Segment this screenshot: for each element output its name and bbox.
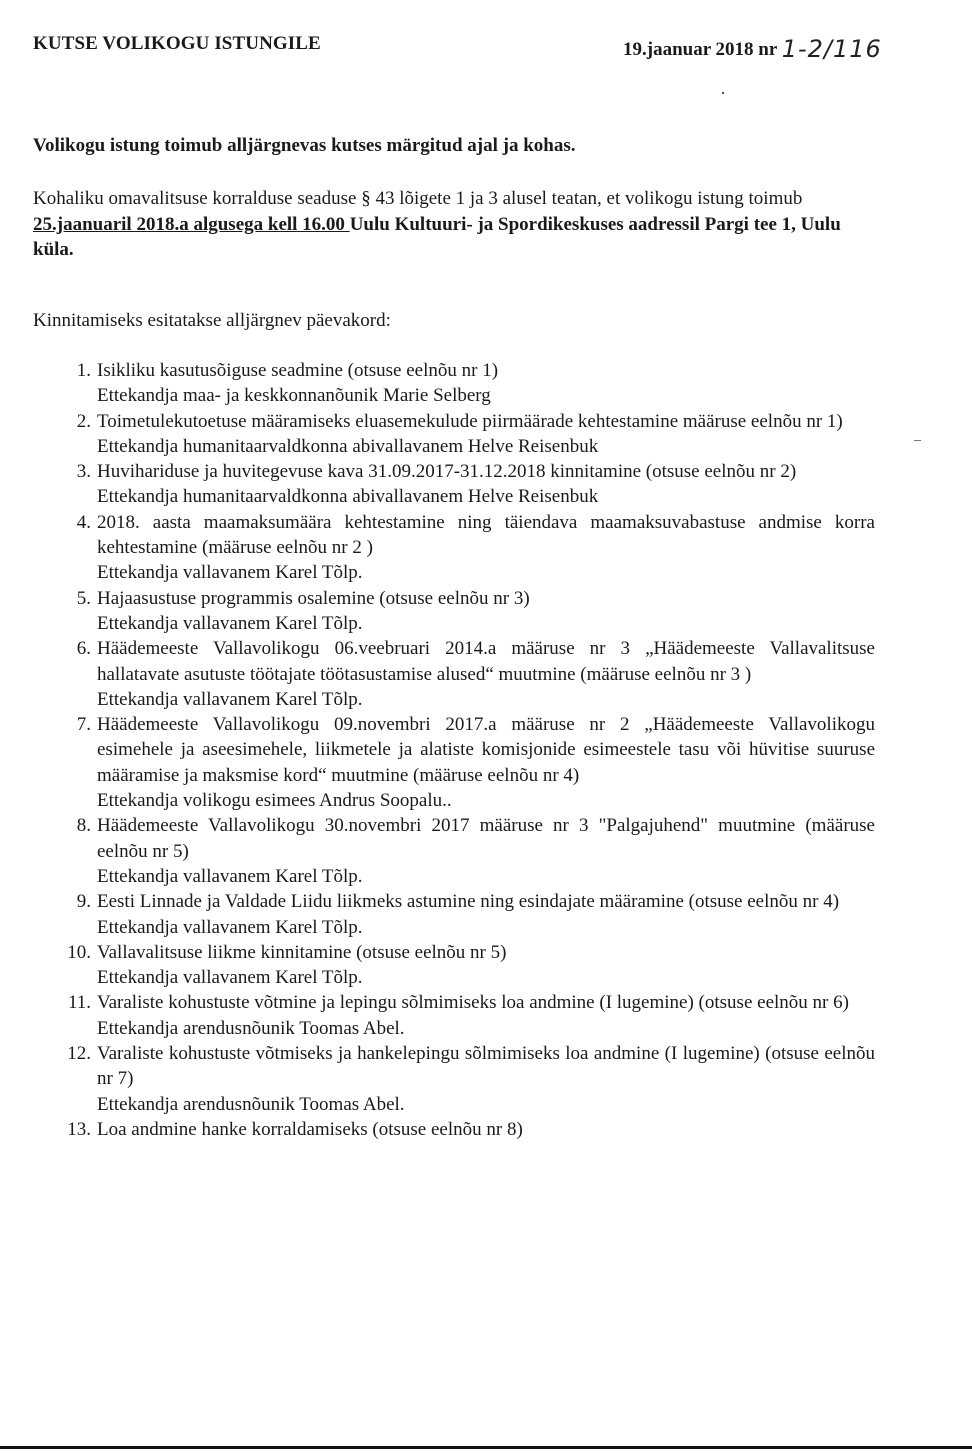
agenda-item-body — [95, 712, 875, 813]
agenda-item-body — [95, 940, 875, 991]
handwritten-reg-number: 1-2/116 — [781, 35, 882, 63]
agenda-item-number: 9. — [76, 891, 91, 913]
agenda-item-body — [95, 459, 875, 510]
agenda-item — [55, 712, 875, 813]
agenda-item-topic: Häädemeeste Vallavolikogu 09.novembri 2017.a määruse nr 2 „Häädemeeste Vallavolikogu esimehele ja aseesimehele, liikmetele ja alatiste komisjonide esimeestele tasu või hüvitise suuruse määramise ja maksmise kord“ muutmine (määruse eelnõu nr 4) — [97, 714, 875, 786]
agenda-item — [55, 1041, 875, 1117]
agenda-item-body — [95, 636, 875, 712]
agenda-item-topic: Häädemeeste Vallavolikogu 06.veebruari 2014.a määruse nr 3 „Häädemeeste Vallavalitsuse hallatavate asutuste töötajate töötasustamise alused“ muutmine (määruse eelnõu nr 3 ) — [97, 638, 875, 685]
agenda-item-presenter: Ettekandja vallavanem Karel Tõlp. — [97, 967, 363, 989]
agenda-item-topic: Varaliste kohustuste võtmiseks ja hankelepingu sõlmimiseks loa andmine (I lugemine) (otsuse eelnõu nr 7) — [97, 1043, 875, 1090]
agenda-item-presenter: Ettekandja vallavanem Karel Tõlp. — [97, 865, 363, 887]
agenda-item-body — [95, 1041, 875, 1117]
agenda-item-body — [95, 990, 875, 1041]
agenda-item-topic: Isikliku kasutusõiguse seadmine (otsuse eelnõu nr 1) — [97, 360, 499, 381]
agenda-item-topic: 2018. aasta maamaksumäära kehtestamine ning täiendava maamaksuvabastuse andmise korra kehtestamine (määruse eelnõu nr 2 ) — [97, 511, 875, 559]
agenda-item-number: 8. — [76, 815, 91, 837]
agenda-item-presenter: Ettekandja maa- ja keskkonnanõunik Marie Selberg — [97, 385, 491, 407]
agenda-item-topic: Häädemeeste Vallavolikogu 30.novembri 2017 määruse nr 3 "Palgajuhend" muutmine (määruse eelnõu nr 5) — [97, 815, 875, 862]
agenda-item-topic: Varaliste kohustuste võtmine ja lepingu sõlmimiseks loa andmine (I lugemine) (otsuse eelnõu nr 6) — [97, 992, 849, 1014]
agenda-item-presenter: Ettekandja humanitaarvaldkonna abivallavanem Helve Reisenbuk — [97, 486, 599, 508]
agenda-item — [55, 1117, 875, 1142]
notice-datetime: 25.jaanuaril 2018.a algusega kell 16.00 — [33, 213, 350, 235]
agenda-item — [55, 940, 875, 991]
agenda-item-body — [95, 1117, 875, 1142]
agenda-item-number: 1. — [76, 360, 91, 381]
agenda-item — [55, 889, 875, 940]
agenda-item-presenter: Ettekandja humanitaarvaldkonna abivallavanem Helve Reisenbuk — [97, 435, 599, 457]
document-date-number — [623, 33, 882, 61]
bottom-border — [0, 1446, 972, 1449]
agenda-item-body — [95, 409, 875, 460]
agenda-item-presenter: Ettekandja vallavanem Karel Tõlp. — [97, 916, 363, 938]
agenda-item-number: 11. — [67, 992, 91, 1014]
agenda-item — [55, 586, 875, 637]
agenda-item-presenter: Ettekandja arendusnõunik Toomas Abel. — [97, 1093, 405, 1115]
agenda-item-body — [95, 586, 875, 637]
agenda-item-topic: Loa andmine hanke korraldamiseks (otsuse eelnõu nr 8) — [97, 1118, 523, 1140]
scan-mark — [914, 440, 921, 441]
agenda-item-topic: Hajaasustuse programmis osalemine (otsuse eelnõu nr 3) — [97, 587, 530, 609]
agenda-item-number: 4. — [76, 511, 91, 533]
notice-paragraph — [33, 186, 883, 263]
agenda-item — [55, 636, 875, 712]
notice-legal-basis: Kohaliku omavalitsuse korralduse seaduse § 43 lõigete 1 ja 3 alusel teatan, et volikogu istung toimub — [33, 188, 803, 209]
agenda-item-body — [95, 889, 875, 940]
document-date: 19.jaanuar 2018 nr — [623, 39, 777, 60]
agenda-item — [55, 409, 875, 460]
agenda-item-number: 7. — [76, 714, 91, 736]
agenda-item — [55, 510, 875, 586]
agenda-item-presenter: Ettekandja arendusnõunik Toomas Abel. — [97, 1017, 405, 1039]
agenda-item-number: 12. — [67, 1043, 91, 1065]
agenda-item-presenter: Ettekandja vallavanem Karel Tõlp. — [97, 562, 363, 584]
agenda-lead: Kinnitamiseks esitatakse alljärgnev päevakord: — [33, 310, 391, 331]
agenda-item-body — [95, 510, 875, 586]
agenda-item-body — [95, 358, 875, 409]
agenda-item-topic: Toimetulekutoetuse määramiseks eluasemekulude piirmäärade kehtestamine määruse eelnõu nr 1) — [97, 410, 843, 432]
agenda-item-presenter: Ettekandja vallavanem Karel Tõlp. — [97, 688, 363, 710]
scan-speck — [722, 92, 724, 94]
agenda-item-body — [95, 813, 875, 889]
agenda-item — [55, 990, 875, 1041]
agenda-item — [55, 358, 875, 409]
agenda-list — [55, 358, 875, 1142]
agenda-item-number: 10. — [67, 941, 91, 963]
agenda-item-presenter: Ettekandja vallavanem Karel Tõlp. — [97, 612, 363, 634]
notice-location: Uulu Kultuuri- ja Spordikeskuses aadressil Pargi tee 1, Uulu küla. — [33, 213, 841, 260]
document-title: KUTSE VOLIKOGU ISTUNGILE — [33, 33, 321, 54]
agenda-item-number: 2. — [76, 410, 91, 432]
agenda-item-number: 5. — [76, 587, 91, 609]
agenda-item — [55, 813, 875, 889]
agenda-item-presenter: Ettekandja volikogu esimees Andrus Soopalu.. — [97, 790, 452, 812]
agenda-item-topic: Huvihariduse ja huvitegevuse kava 31.09.2017-31.12.2018 kinnitamine (otsuse eelnõu nr 2) — [97, 461, 797, 483]
agenda-item-topic: Eesti Linnade ja Valdade Liidu liikmeks astumine ning esindajate määramine (otsuse eelnõu nr 4) — [97, 891, 840, 913]
agenda-item-number: 6. — [76, 638, 91, 660]
agenda-item-number: 13. — [67, 1118, 91, 1140]
agenda-item — [55, 459, 875, 510]
intro-sentence: Volikogu istung toimub alljärgnevas kutses märgitud ajal ja kohas. — [33, 135, 576, 156]
agenda-item-topic: Vallavalitsuse liikme kinnitamine (otsuse eelnõu nr 5) — [97, 941, 507, 963]
agenda-item-number: 3. — [76, 461, 91, 483]
